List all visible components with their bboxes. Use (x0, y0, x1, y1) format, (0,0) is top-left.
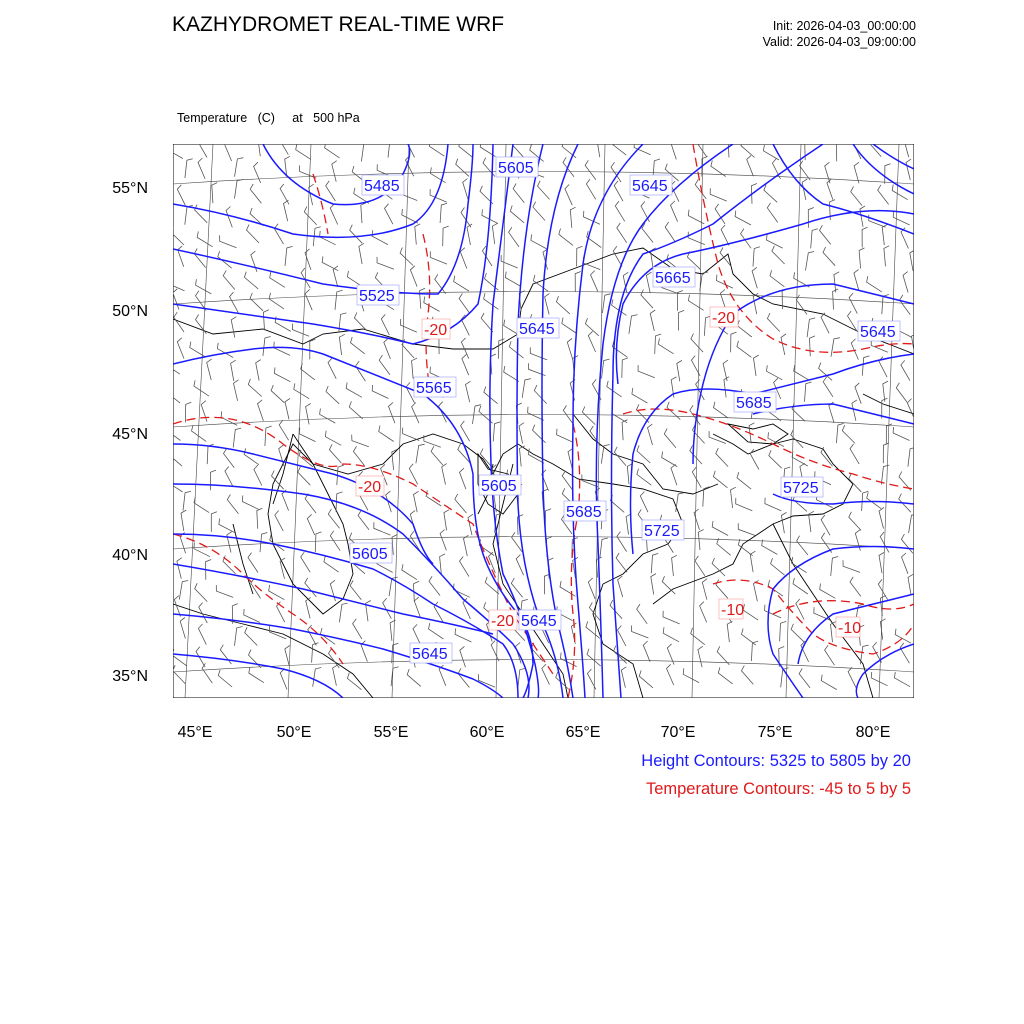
lon-label: 60°E (469, 724, 505, 741)
svg-text:5665: 5665 (655, 270, 691, 287)
lat-label: 55°N (112, 180, 148, 197)
forecast-times (763, 18, 916, 50)
lat-label: 40°N (112, 547, 148, 564)
height-label (414, 377, 456, 397)
lon-label: 45°E (177, 724, 213, 741)
height-label (496, 157, 538, 177)
svg-text:-20: -20 (712, 310, 736, 327)
height-label (630, 175, 672, 195)
lon-label: 65°E (565, 724, 601, 741)
height-label (517, 318, 559, 338)
svg-text:5645: 5645 (521, 613, 557, 630)
svg-text:5725: 5725 (644, 523, 680, 540)
height-label (734, 392, 776, 412)
lon-label: 75°E (757, 724, 793, 741)
height-label (410, 643, 452, 663)
temperature-label (719, 599, 744, 619)
lon-label: 80°E (855, 724, 891, 741)
svg-text:5605: 5605 (352, 546, 388, 563)
svg-text:5525: 5525 (359, 288, 395, 305)
temperature-label (489, 610, 517, 630)
lon-label: 70°E (660, 724, 696, 741)
height-label (519, 610, 561, 630)
lat-label: 35°N (112, 668, 148, 685)
svg-text:5685: 5685 (566, 504, 602, 521)
svg-text:5605: 5605 (481, 478, 517, 495)
height-label (564, 501, 606, 521)
svg-text:5485: 5485 (364, 178, 400, 195)
height-label (858, 321, 900, 341)
temperature-legend: Temperature Contours: -45 to 5 by 5 (645, 780, 911, 798)
lon-label: 55°E (373, 724, 409, 741)
height-label (479, 475, 521, 495)
field-temperature: Temperature (C) at 500 hPa (177, 111, 360, 125)
height-label (357, 285, 399, 305)
svg-text:5565: 5565 (416, 380, 452, 397)
height-label (781, 477, 823, 497)
svg-text:5605: 5605 (498, 160, 534, 177)
height-legend: Height Contours: 5325 to 5805 by 20 (641, 752, 911, 770)
height-label (350, 543, 392, 563)
svg-text:5685: 5685 (736, 395, 772, 412)
svg-text:-10: -10 (838, 620, 862, 637)
svg-text:-20: -20 (491, 613, 515, 630)
svg-text:5645: 5645 (412, 646, 448, 663)
svg-text:5645: 5645 (519, 321, 555, 338)
svg-text:-20: -20 (424, 322, 448, 339)
height-label (653, 267, 695, 287)
temperature-label (356, 476, 384, 496)
temperature-label (422, 319, 450, 339)
svg-text:-20: -20 (358, 479, 382, 496)
temperature-label (836, 617, 861, 637)
height-label (362, 175, 404, 195)
svg-text:5725: 5725 (783, 480, 819, 497)
height-label (642, 520, 684, 540)
map-title: KAZHYDROMET REAL-TIME WRF (172, 13, 505, 36)
valid-time: Valid: 2026-04-03_09:00:00 (762, 35, 916, 49)
weather-map (173, 144, 914, 698)
map-frame (173, 144, 914, 698)
svg-text:-10: -10 (721, 602, 745, 619)
lon-label: 50°E (276, 724, 312, 741)
temperature-label (710, 307, 738, 327)
svg-text:5645: 5645 (860, 324, 896, 341)
svg-text:5645: 5645 (632, 178, 668, 195)
lat-label: 45°N (112, 426, 148, 443)
lat-label: 50°N (112, 303, 148, 320)
init-time: Init: 2026-04-03_00:00:00 (772, 19, 916, 33)
